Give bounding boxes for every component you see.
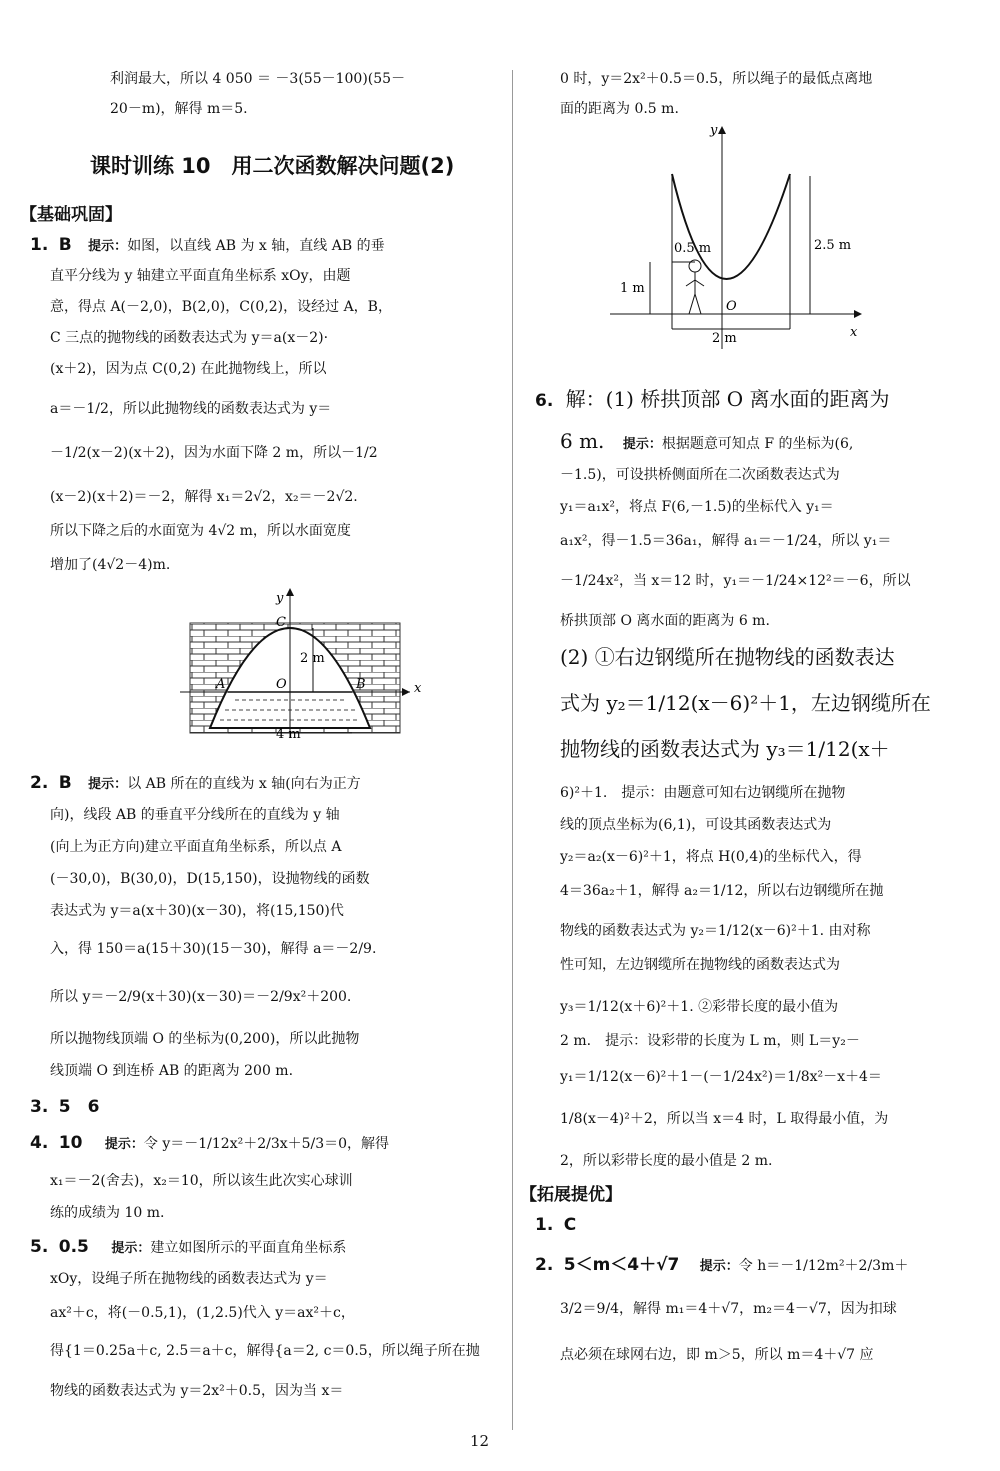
- x-axis-arrow: [854, 310, 862, 318]
- label-1m: 1 m: [620, 281, 645, 296]
- text-line: 物线的函数表达式为 y₂＝1/12(x－6)²＋1. 由对称: [560, 923, 871, 939]
- text-line: 入，得 150＝a(15＋30)(15－30)，解得 a＝－2/9.: [50, 941, 377, 957]
- hint-label: 提示：: [104, 1137, 144, 1152]
- text-line: (x＋2)，因为点 C(0,2) 在此抛物线上，所以: [50, 361, 327, 377]
- text-line: y₁＝a₁x²，将点 F(6,－1.5)的坐标代入 y₁＝: [560, 499, 834, 515]
- lesson-title: 课时训练 10 用二次函数解决问题(2): [90, 154, 455, 178]
- text-line: 直平分线为 y 轴建立平面直角坐标系 xOy，由题: [50, 268, 351, 284]
- label-x: x: [414, 681, 422, 696]
- answer: B: [58, 235, 72, 255]
- text-line: (2) ①右边钢缆所在抛物线的函数表达: [560, 645, 895, 669]
- text-line: 根据题意可知点 F 的坐标为(6,: [661, 436, 854, 452]
- text-line: 建立如图所示的平面直角坐标系: [150, 1240, 347, 1256]
- text-line: 表达式为 y＝a(x＋30)(x－30)，将(15,150)代: [50, 903, 344, 919]
- label-4m: 4 m: [276, 727, 301, 742]
- text-line: 以 AB 所在的直线为 x 轴(向右为正方: [127, 776, 361, 792]
- x-axis-arrow: [402, 688, 410, 696]
- question-number: 1.: [30, 235, 49, 255]
- answer: 0.5: [58, 1237, 89, 1257]
- hint-label: 提示：: [622, 437, 662, 452]
- answer: 10: [58, 1133, 83, 1153]
- label-y: y: [710, 124, 718, 138]
- text-line: 6 m.: [560, 429, 605, 453]
- label-a: A: [216, 677, 226, 692]
- text-line: xOy，设绳子所在抛物线的函数表达式为 y＝: [50, 1271, 328, 1287]
- column-divider: [512, 70, 513, 1430]
- text-line: a＝－1/2，所以此抛物线的函数表达式为 y＝: [50, 401, 332, 417]
- text-line: 如图，以直线 AB 为 x 轴，直线 AB 的垂: [127, 238, 385, 254]
- text-line: (x－2)(x＋2)＝－2，解得 x₁＝2√2，x₂＝－2√2.: [50, 489, 358, 505]
- hint-label: 提示：: [88, 239, 128, 254]
- text-line: (向上为正方向)建立平面直角坐标系，所以点 A: [50, 839, 342, 855]
- text-line: y₃＝1/12(x＋6)²＋1. ②彩带长度的最小值为: [560, 999, 839, 1015]
- text-line: 面的距离为 0.5 m.: [560, 101, 679, 117]
- text-line: x₁＝－2(舍去)，x₂＝10，所以该生此次实心球训: [50, 1173, 353, 1189]
- text-line: 性可知，左边钢缆所在抛物线的函数表达式为: [560, 957, 840, 973]
- text-line: 意，得点 A(－2,0)，B(2,0)，C(0,2)，设经过 A，B，: [50, 299, 392, 315]
- question-number: 1.: [535, 1215, 554, 1235]
- question-number: 2.: [535, 1255, 554, 1275]
- ext-question-2: [535, 1256, 908, 1276]
- label-b: B: [356, 677, 366, 692]
- label-2m: 2 m: [712, 331, 737, 346]
- label-y: y: [276, 591, 284, 606]
- text-line: －1.5)，可设拱桥侧面所在二次函数表达式为: [560, 467, 840, 483]
- text-line: －1/24x²，当 x＝12 时，y₁＝－1/24×12²＝－6，所以: [560, 573, 911, 589]
- answer: C: [563, 1215, 577, 1235]
- text-line: ax²＋c，将(－0.5,1)，(1,2.5)代入 y＝ax²＋c，: [50, 1305, 355, 1321]
- text-line: a₁x²，得－1.5＝36a₁，解得 a₁＝－1/24，所以 y₁＝: [560, 533, 892, 549]
- text-line: －1/2(x－2)(x＋2)，因为水面下降 2 m，所以－1/2: [50, 445, 378, 461]
- text-line: 2，所以彩带长度的最小值是 2 m.: [560, 1153, 773, 1169]
- arch-bridge-figure: [180, 588, 500, 748]
- hint-label: 提示：: [699, 1259, 739, 1274]
- text-line: 20－m)，解得 m＝5.: [110, 101, 248, 117]
- text-line: y₂＝a₂(x－6)²＋1，将点 H(0,4)的坐标代入，得: [560, 849, 862, 865]
- label-0-5m: 0.5 m: [674, 241, 712, 256]
- question-5: [30, 1238, 346, 1258]
- text-line: 练的成绩为 10 m.: [50, 1205, 165, 1221]
- label-x: x: [850, 325, 858, 340]
- answer: B: [58, 773, 72, 793]
- page-number: 12: [470, 1432, 490, 1450]
- text-line: 向)，线段 AB 的垂直平分线所在的直线为 y 轴: [50, 807, 340, 823]
- rope-parabola-figure: [610, 124, 880, 359]
- text-line: 得{1＝0.25a＋c, 2.5＝a＋c，解得{a＝2, c＝0.5，所以绳子所在抛: [50, 1343, 480, 1359]
- text-line: 点必须在球网右边，即 m＞5，所以 m＝4＋√7 应: [560, 1347, 874, 1363]
- question-number: 6.: [535, 391, 554, 411]
- text-line: 式为 y₂＝1/12(x－6)²＋1，左边钢缆所在: [560, 691, 931, 715]
- text-line: 4＝36a₂＋1，解得 a₂＝1/12，所以右边钢缆所在抛: [560, 883, 884, 899]
- hint-label: 提示：: [111, 1241, 151, 1256]
- label-2-5m: 2.5 m: [814, 238, 852, 253]
- text-line: C 三点的抛物线的函数表达式为 y＝a(x－2)·: [50, 330, 329, 346]
- label-o: O: [276, 677, 287, 692]
- text-line: 物线的函数表达式为 y＝2x²＋0.5，因为当 x＝: [50, 1383, 344, 1399]
- question-number: 5.: [30, 1237, 49, 1257]
- question-1: [30, 236, 385, 256]
- text-line: 3/2＝9/4，解得 m₁＝4＋√7，m₂＝4－√7，因为扣球: [560, 1301, 897, 1317]
- text-line: y₁＝1/12(x－6)²＋1－(－1/24x²)＝1/8x²－x＋4＝: [560, 1069, 882, 1085]
- label-2m: 2 m: [300, 651, 325, 666]
- text-line: 所以 y＝－2/9(x＋30)(x－30)＝－2/9x²＋200.: [50, 989, 352, 1005]
- person-figure: [686, 260, 704, 314]
- answer: 5＜m＜4＋√7: [563, 1255, 680, 1275]
- question-number: 2.: [30, 773, 49, 793]
- text-line: 1/8(x－4)²＋2，所以当 x＝4 时，L 取得最小值，为: [560, 1111, 889, 1127]
- question-4: [30, 1134, 389, 1154]
- y-axis-arrow: [286, 588, 294, 596]
- section-ext-heading: 【拓展提优】: [520, 1185, 622, 1205]
- text-line: (－30,0)，B(30,0)，D(15,150)，设抛物线的函数: [50, 871, 370, 887]
- text-line: 增加了(4√2－4)m.: [50, 557, 171, 573]
- question-3: [30, 1098, 99, 1117]
- text-line: 利润最大，所以 4 050 ＝ －3(55－100)(55－: [110, 71, 406, 87]
- text-line: 线顶端 O 到连桥 AB 的距离为 200 m.: [50, 1063, 294, 1079]
- text-line: 抛物线的函数表达式为 y₃＝1/12(x＋: [560, 737, 890, 761]
- text-line: 0 时，y＝2x²＋0.5＝0.5，所以绳子的最低点离地: [560, 71, 873, 87]
- label-c: C: [276, 615, 286, 630]
- text-line: 2 m. 提示：设彩带的长度为 L m，则 L＝y₂－: [560, 1033, 860, 1049]
- y-axis-arrow: [718, 126, 726, 134]
- text-line: 解：(1) 桥拱顶部 O 离水面的距离为: [565, 387, 890, 411]
- text-line: 令 y＝－1/12x²＋2/3x＋5/3＝0，解得: [143, 1136, 390, 1152]
- question-number: 4.: [30, 1133, 49, 1153]
- question-number: 3.: [30, 1097, 49, 1117]
- text-line: 桥拱顶部 O 离水面的距离为 6 m.: [560, 613, 770, 629]
- question-2: [30, 774, 361, 794]
- text-line: 6)²＋1. 提示：由题意可知右边钢缆所在抛物: [560, 785, 846, 801]
- text-line: 所以下降之后的水面宽为 4√2 m，所以水面宽度: [50, 523, 351, 539]
- ext-question-1: [535, 1216, 576, 1235]
- answer: 5 6: [58, 1097, 100, 1117]
- hint-label: 提示：: [88, 777, 128, 792]
- text-line: 令 h＝－1/12m²＋2/3m＋: [738, 1258, 909, 1274]
- text-line: 所以抛物线顶端 O 的坐标为(0,200)，所以此抛物: [50, 1031, 360, 1047]
- section-basic-heading: 【基础巩固】: [20, 205, 122, 225]
- question-6: [535, 386, 889, 414]
- text-line: 线的顶点坐标为(6,1)，可设其函数表达式为: [560, 817, 832, 833]
- answer-line: [560, 428, 853, 454]
- label-o: O: [726, 299, 737, 314]
